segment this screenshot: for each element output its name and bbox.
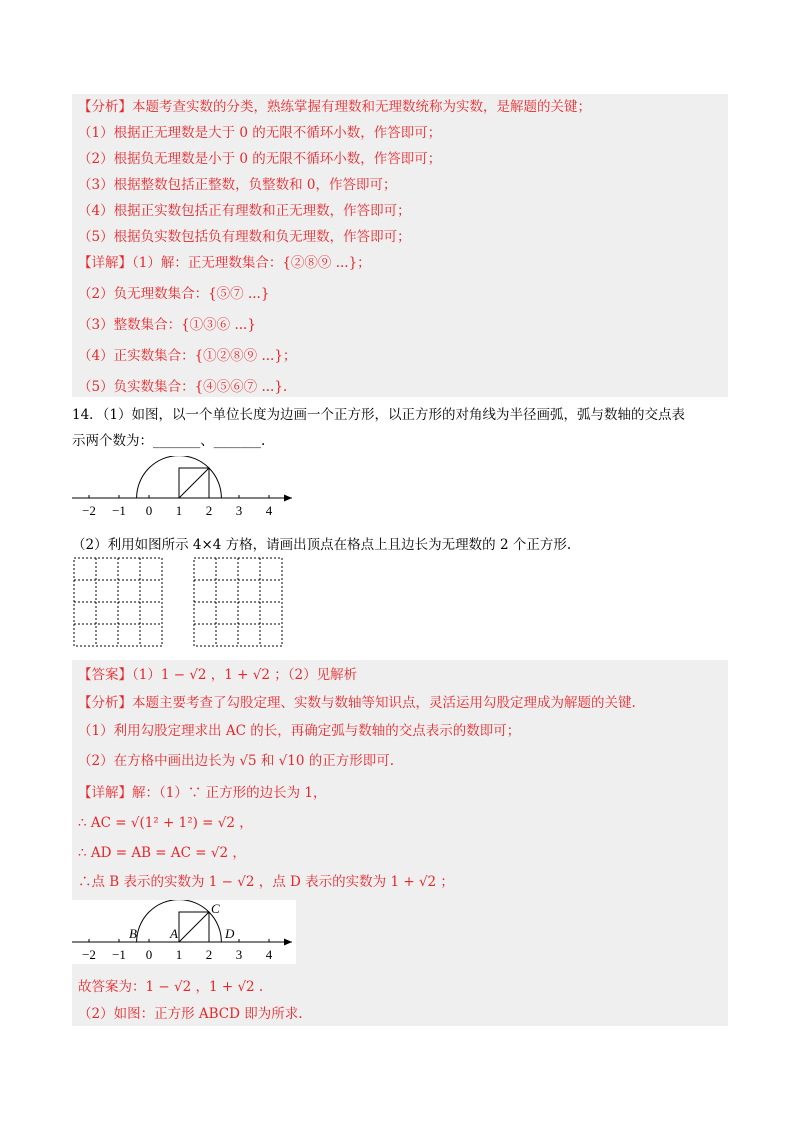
- analysis-item: （3）根据整数包括正整数，负整数和 0，作答即可；: [78, 177, 397, 193]
- final-answer-line: 故答案为：1 − √2 ，1 + √2 .: [78, 979, 264, 995]
- answer-item: （5）负实数集合：{④⑤⑥⑦ ...}.: [78, 379, 288, 395]
- tick-label: 2: [205, 947, 213, 962]
- tick-label: 2: [205, 503, 213, 518]
- tick-label: −2: [82, 947, 96, 962]
- analysis-line: [78, 98, 591, 116]
- analysis-panel-2: [72, 660, 728, 1026]
- analysis-label: 【分析】: [78, 99, 132, 115]
- point-label-d: D: [225, 926, 235, 941]
- detail-text: （1）解：正无理数集合：{②⑧⑨ ...}；: [132, 255, 371, 271]
- point-label-c: C: [211, 901, 220, 916]
- equation-line: ∴ AD = AB = AC = √2 ，: [78, 845, 246, 861]
- question-14-line1: 14．（1）如图，以一个单位长度为边画一个正方形，以正方形的对角线为半径画弧，弧与数轴的交点表: [72, 407, 686, 423]
- point-label-a: A: [170, 926, 178, 941]
- answer-item: （2）负无理数集合：{⑤⑦ ...}: [78, 286, 270, 302]
- answer-line: [78, 666, 357, 684]
- tick-label: −1: [112, 947, 126, 962]
- answer-text: （1）1 − √2 ，1 + √2 ；（2）见解析: [132, 667, 358, 683]
- analysis-text: 本题考查实数的分类，熟练掌握有理数和无理数统称为实数，是解题的关键；: [132, 99, 591, 115]
- grid-figure: [72, 556, 312, 652]
- equation-line: ∴点 B 表示的实数为 1 − √2 ，点 D 表示的实数为 1 + √2 ；: [78, 874, 454, 890]
- number-line-figure-2: [70, 900, 300, 966]
- analysis-label: 【分析】: [78, 695, 132, 711]
- detail-text: 解：（1）∵ 正方形的边长为 1，: [132, 785, 327, 801]
- detail-line: [78, 784, 327, 802]
- point-label-b: B: [129, 926, 137, 941]
- final-figure-line: （2）如图：正方形 ABCD 即为所求.: [78, 1006, 303, 1022]
- analysis-item: （1）利用勾股定理求出 AC 的长，再确定弧与数轴的交点表示的数即可；: [78, 723, 521, 739]
- detail-label: 【详解】: [78, 255, 132, 271]
- grid-left: [74, 558, 162, 646]
- analysis-text: 本题主要考查了勾股定理、实数与数轴等知识点，灵活运用勾股定理成为解题的关键.: [132, 695, 636, 711]
- tick-label: 3: [235, 947, 243, 962]
- tick-label: −1: [112, 503, 126, 518]
- question-14-part2: （2）利用如图所示 4×4 方格，请画出顶点在格点上且边长为无理数的 2 个正方形.: [72, 537, 572, 553]
- answer-label: 【答案】: [78, 667, 132, 683]
- tick-label: 3: [235, 503, 243, 518]
- diagonal: [179, 912, 209, 942]
- tick-label: 0: [145, 503, 153, 518]
- analysis-item: （5）根据负实数包括负有理数和负无理数，作答即可；: [78, 229, 411, 245]
- diagonal: [179, 468, 209, 498]
- tick-label: 1: [175, 947, 183, 962]
- axis-arrow: [284, 939, 292, 946]
- question-14-line2: 示两个数为：_______、_______.: [72, 433, 266, 449]
- grid-right: [194, 558, 282, 646]
- analysis-line: [78, 694, 636, 712]
- tick-label: −2: [82, 503, 96, 518]
- detail-label: 【详解】: [78, 785, 132, 801]
- axis-arrow: [284, 495, 292, 502]
- number-line-figure-1: [70, 456, 300, 522]
- analysis-item: （4）根据正实数包括正有理数和正无理数，作答即可；: [78, 203, 411, 219]
- tick-label: 4: [265, 503, 273, 518]
- tick-label: 0: [145, 947, 153, 962]
- analysis-item: （1）根据正无理数是大于 0 的无限不循环小数，作答即可；: [78, 125, 442, 141]
- detail-line: [78, 254, 371, 272]
- analysis-item: （2）根据负无理数是小于 0 的无限不循环小数，作答即可；: [78, 151, 442, 167]
- tick-label: 4: [265, 947, 273, 962]
- answer-item: （4）正实数集合：{①②⑧⑨ ...}；: [78, 348, 297, 364]
- analysis-item: （2）在方格中画出边长为 √5 和 √10 的正方形即可.: [78, 753, 395, 769]
- equation-line: ∴ AC = √(1² + 1²) = √2 ，: [78, 815, 253, 831]
- answer-item: （3）整数集合：{①③⑥ ...}: [78, 317, 256, 333]
- tick-label: 1: [175, 503, 183, 518]
